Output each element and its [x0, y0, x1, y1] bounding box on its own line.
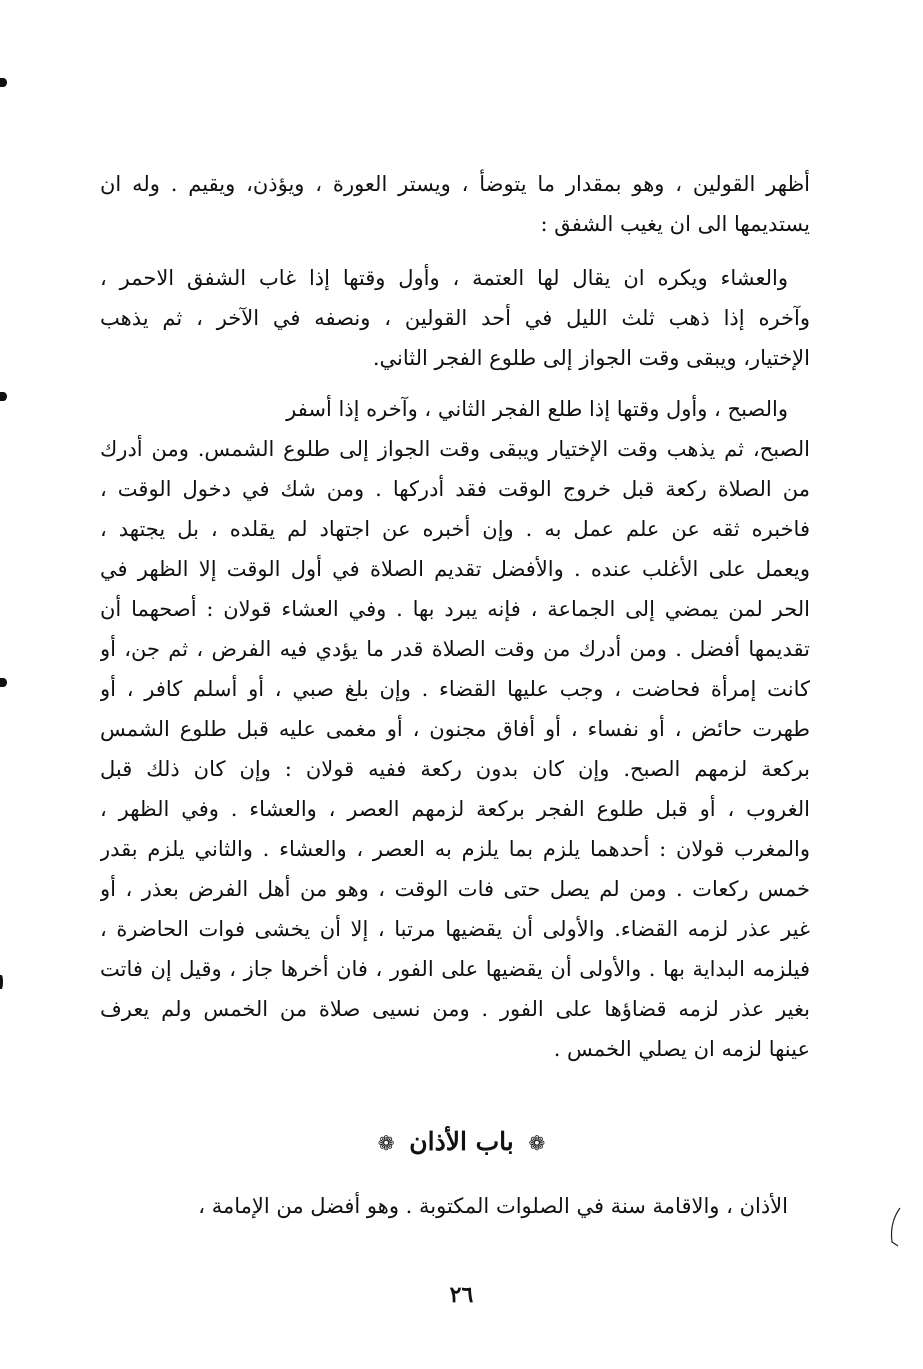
scan-edge-mark: [0, 392, 7, 401]
margin-mark-icon: [886, 1206, 906, 1248]
paragraph-3: [100, 389, 810, 1069]
text-line: فيلزمه البداية بها . والأولى أن يقضيها على الفور ، فان أخرها جاز ، وقيل إن فاتت: [100, 957, 810, 981]
paragraph-4: [100, 1186, 810, 1226]
scan-edge-mark: [0, 78, 7, 87]
section-title: باب الأذان: [409, 1127, 514, 1156]
text-line: يستديمها الى ان يغيب الشفق :: [540, 212, 810, 236]
text-line: أظهر القولين ، وهو بمقدار ما يتوضأ ، ويستر العورة ، ويؤذن، ويقيم . وله ان: [100, 172, 810, 196]
text-line: والمغرب قولان : أحدهما يلزم بما يلزم به العصر ، والعشاء . والثاني يلزم بقدر: [100, 837, 810, 861]
ornament-icon: ❁: [528, 1131, 546, 1155]
text-line: الأذان ، والاقامة سنة في الصلوات المكتوبة . وهو أفضل من الإمامة ،: [198, 1194, 788, 1218]
text-line: عينها لزمه ان يصلي الخمس .: [553, 1037, 810, 1061]
ornament-icon: ❁: [377, 1131, 395, 1155]
text-line: خمس ركعات . ومن لم يصل حتى فات الوقت ، وهو من أهل الفرض بعذر ، أو: [100, 877, 810, 901]
text-line: غير عذر لزمه القضاء. والأولى أن يقضيها مرتبا ، إلا أن يخشى فوات الحاضرة ،: [100, 917, 810, 941]
section-heading: [0, 1122, 923, 1163]
text-line: الصبح، ثم يذهب وقت الإختيار ويبقى وقت الجواز إلى طلوع الشمس. ومن أدرك: [100, 437, 810, 461]
text-line: فاخبره ثقه عن علم عمل به . وإن أخبره عن اجتهاد لم يقلده ، بل يجتهد ،: [100, 517, 810, 541]
text-line: كانت إمرأة فحاضت ، وجب عليها القضاء . وإن بلغ صبي ، أو أسلم كافر ، أو: [100, 677, 810, 701]
text-line: ويعمل على الأغلب عنده . والأفضل تقديم الصلاة في أول الوقت إلا الظهر في: [100, 557, 810, 581]
text-line: والعشاء ويكره ان يقال لها العتمة ، وأول وقتها إذا غاب الشفق الاحمر ،: [100, 266, 788, 290]
text-line: الغروب ، أو قبل طلوع الفجر بركعة لزمهم العصر ، والعشاء . وفي الظهر ،: [100, 797, 810, 821]
paragraph-2: [100, 258, 810, 378]
text-line: بركعة لزمهم الصبح. وإن كان بدون ركعة ففيه قولان : وإن كان ذلك قبل: [100, 757, 810, 781]
text-line: الحر لمن يمضي إلى الجماعة ، فإنه يبرد بها . وفي العشاء قولان : أصحهما أن: [100, 597, 810, 621]
scan-edge-mark: [0, 678, 7, 687]
text-line: بغير عذر لزمه قضاؤها على الفور . ومن نسيى صلاة من الخمس ولم يعرف: [100, 997, 810, 1021]
text-line: الإختيار، ويبقى وقت الجواز إلى طلوع الفجر الثاني.: [372, 346, 810, 370]
page-number: ٢٦: [449, 1282, 474, 1308]
text-line: تقديمها أفضل . ومن أدرك من وقت الصلاة قدر ما يؤدي فيه الفرض ، ثم جن، أو: [100, 637, 810, 661]
scan-edge-mark: [0, 975, 3, 989]
text-line: من الصلاة ركعة قبل خروج الوقت فقد أدركها . ومن شك في دخول الوقت ،: [100, 477, 810, 501]
text-line: وآخره إذا ذهب ثلث الليل في أحد القولين ، ونصفه في الآخر ، ثم يذهب: [100, 306, 810, 330]
text-line: والصبح ، وأول وقتها إذا طلع الفجر الثاني ، وآخره إذا أسفر: [286, 397, 788, 421]
paragraph-1: [100, 164, 810, 244]
text-line: طهرت حائض ، أو نفساء ، أو أفاق مجنون ، أو مغمى عليه قبل طلوع الشمس: [100, 717, 810, 741]
